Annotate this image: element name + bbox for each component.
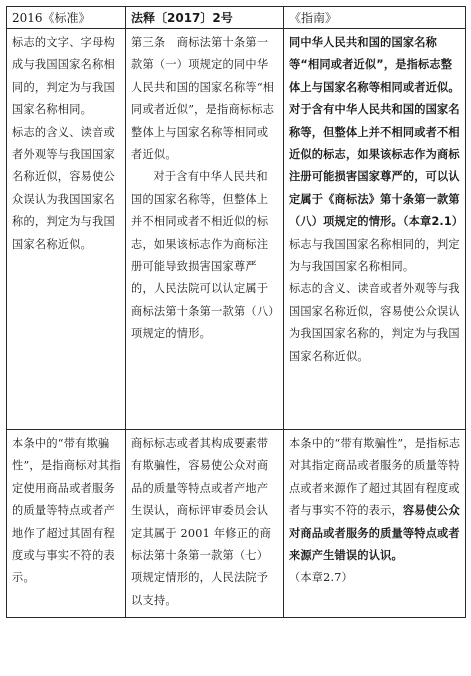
table-row [7, 430, 466, 618]
paragraph [289, 99, 464, 233]
header-standard-2016: 2016《标准》 [7, 7, 126, 29]
normal-text: 标志的含义、读音或者外观等与我国国家名称近似，容易使公众误认为我国国家名称的，判定为与我国国家名称近似。 [289, 282, 460, 363]
paragraph [289, 32, 461, 99]
cell-row1-standard [7, 29, 126, 430]
paragraph [289, 278, 461, 368]
bold-text: 同中华人民共和国的国家名称等“相同或者近似”，是指标志整体上与国家名称等相同或者近似。 [289, 36, 460, 94]
bold-text: 容易使公众对商品或者服务的质量等特点或者来源产生错误的认识。 [289, 504, 460, 563]
bold-text: 对于含有中华人民共和国的国家名称等，但整体上并不相同或者不相近似的标志，如果该标志作为商标注册可能损害国家尊严的，可以认定属于《商标法》第十条第一款第（八）项规定的情形。（本章2.1） [289, 103, 464, 229]
cell-row2-standard [7, 430, 126, 618]
paragraph [289, 433, 461, 590]
cell-row2-guide [284, 430, 466, 618]
paragraph [289, 234, 461, 279]
header-guide: 《指南》 [284, 7, 466, 29]
table-header-row [7, 7, 466, 29]
normal-text: 标志与我国国家名称相同的，判定为与我国国家名称相同。 [289, 237, 460, 274]
cell-row1-interpretation [126, 29, 284, 430]
paragraph: 标志的文字、字母构成与我国国家名称相同的，判定为与我国国家名称相同。 [12, 36, 115, 117]
paragraph: 对于含有中华人民共和国的国家名称等，但整体上并不相同或者不相近似的标志，如果该标志作为商标注册可能导致损害国家尊严的，人民法院可以认定属于商标法第十条第一款第（八）项规定的情形。 [131, 170, 275, 341]
normal-text: （本章2.7） [289, 571, 353, 585]
header-judicial-interpretation: 法释〔2017〕2号 [126, 7, 284, 29]
normal-text: 本条中的“带有欺骗性”，是指标志对其指定商品或者服务的质量等特点或者来源作了超过其固有程度或者与事实不符的表示， [289, 437, 461, 518]
cell-row2-interpretation [126, 430, 284, 618]
paragraph: 商标标志或者其构成要素带有欺骗性，容易使公众对商品的质量等特点或者产地产生误认，商标评审委员会认定其属于 2001 年修正的商标法第十条第一款第（七）项规定情形的，人民法院予以支持。 [131, 437, 272, 607]
paragraph: 本条中的“带有欺骗性”，是指商标对其指定使用商品或者服务的质量等特点或者产地作了超过其固有程度或与事实不符的表示。 [12, 437, 121, 585]
cell-row1-guide [284, 29, 466, 430]
paragraph: 标志的含义、读音或者外观等与我国国家名称近似，容易使公众误认为我国国家名称的，判定为与我国国家名称近似。 [12, 125, 115, 251]
comparison-table [6, 6, 466, 618]
table-row [7, 29, 466, 430]
paragraph: 第三条 商标法第十条第一款第（一）项规定的同中华人民共和国的国家名称等“相同或者近似”，是指商标标志整体上与国家名称等相同或者近似。 [131, 36, 275, 162]
